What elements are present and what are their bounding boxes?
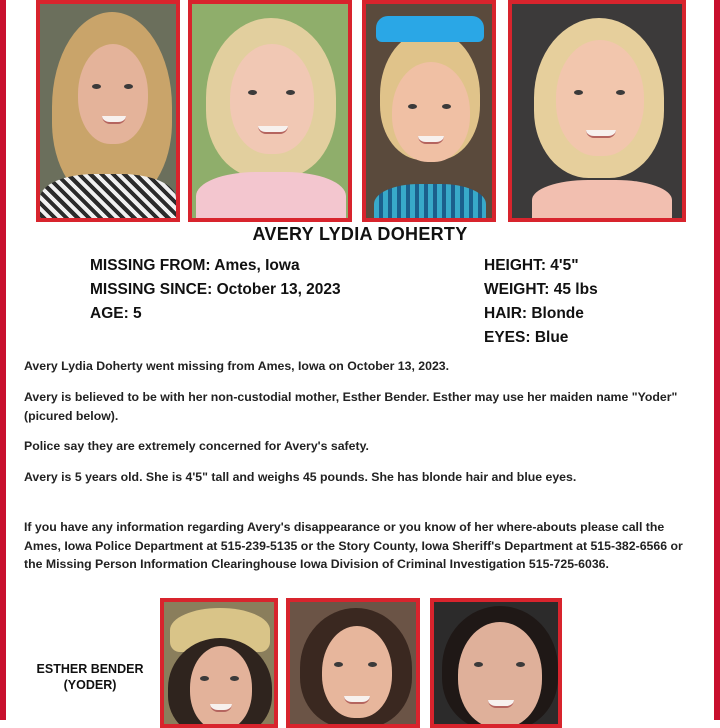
- paragraph-text: Avery is believed to be with her non-custodial mother, Esther Bender. Esther may use her maiden name "Yoder" (picured below).: [24, 390, 678, 423]
- paragraph-text: Avery is 5 years old. She is 4'5" tall and weighs 45 pounds. She has blonde hair and blue eyes.: [24, 470, 577, 484]
- eye-color: EYES: Blue: [484, 329, 569, 346]
- mother-photo-3: [430, 598, 562, 728]
- paragraph-text: Police say they are extremely concerned for Avery's safety.: [24, 439, 369, 453]
- paragraph-description: [24, 468, 700, 487]
- paragraph-police: [24, 437, 700, 456]
- poster-frame-left: [0, 0, 6, 720]
- mother-photo-2: [286, 598, 420, 728]
- missing-since: MISSING SINCE: October 13, 2023: [90, 281, 341, 298]
- child-photo-2: [188, 0, 352, 222]
- child-photo-4: [508, 0, 686, 222]
- paragraph-mother: [24, 388, 700, 425]
- weight: WEIGHT: 45 lbs: [484, 281, 598, 298]
- paragraph-text: If you have any information regarding Avery's disappearance or you know of her where-abouts please call the Ames, Iowa Police Department at 515-239-5135 or the Story County, Iowa Sheriff's Department at 515-382-6566 or the Missing Person Information Clearinghouse Iowa Division of Criminal Investigation 515-725-6036.: [24, 520, 683, 571]
- child-photo-3: [362, 0, 496, 222]
- missing-from: MISSING FROM: Ames, Iowa: [90, 257, 300, 274]
- paragraph-text: Avery Lydia Doherty went missing from Ames, Iowa on October 13, 2023.: [24, 359, 450, 373]
- child-photo-1: [36, 0, 180, 222]
- hair-color: HAIR: Blonde: [484, 305, 584, 322]
- hair-bow: [376, 16, 484, 42]
- paragraph-contact: [24, 518, 700, 574]
- mother-name: ESTHER BENDER: [36, 662, 144, 676]
- age: AGE: 5: [90, 305, 142, 322]
- height: HEIGHT: 4'5": [484, 257, 579, 274]
- paragraph-missing: [24, 357, 700, 376]
- child-name-heading: AVERY LYDIA DOHERTY: [252, 224, 468, 244]
- poster-frame-right: [714, 0, 720, 720]
- mother-label: [20, 661, 160, 693]
- mother-maiden-name: (YODER): [63, 678, 117, 692]
- mother-photo-1: [160, 598, 278, 728]
